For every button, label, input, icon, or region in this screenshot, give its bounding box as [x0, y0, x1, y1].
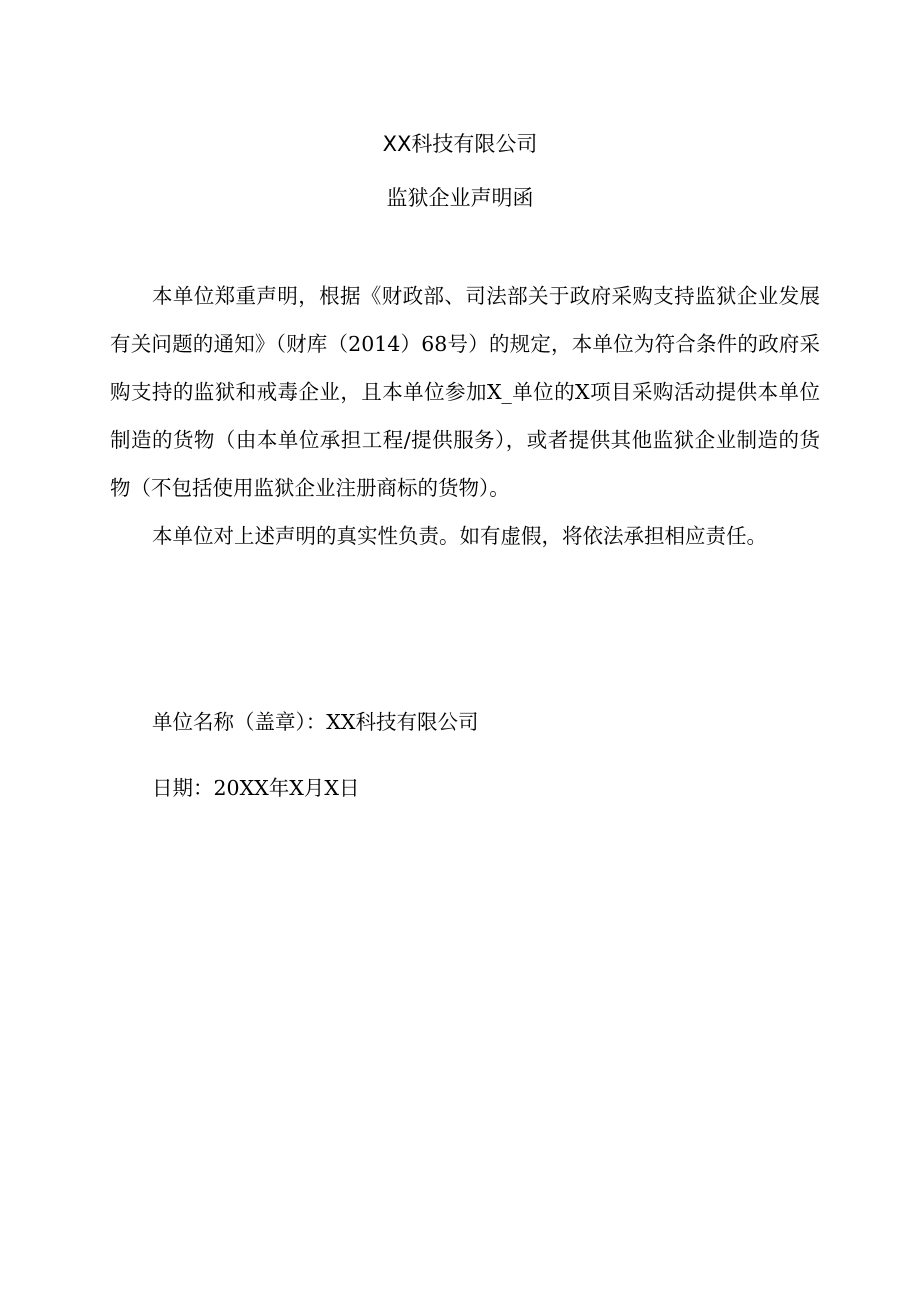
document-title: 监狱企业声明函 [386, 186, 534, 210]
declaration-paragraph: 本单位郑重声明，根据《财政部、司法部关于政府采购支持监狱企业发展有关问题的通知》（财库（2014）68号）的规定，本单位为符合条件的政府采购支持的监狱和戒毒企业，且本单位参加X_单位的X项目采购活动提供本单位制造的货物（由本单位承担工程/提供服务），或者提供其他监狱企业制造的货物（不包括使用监狱企业注册商标的货物）。 [110, 284, 820, 500]
date-line: 日期：20XX年X月X日 [152, 776, 360, 800]
responsibility-paragraph: 本单位对上述声明的真实性负责。如有虚假，将依法承担相应责任。 [152, 524, 767, 548]
unit-name-line: 单位名称（盖章）：XX科技有限公司 [152, 710, 479, 734]
company-title: XX科技有限公司 [382, 132, 538, 156]
